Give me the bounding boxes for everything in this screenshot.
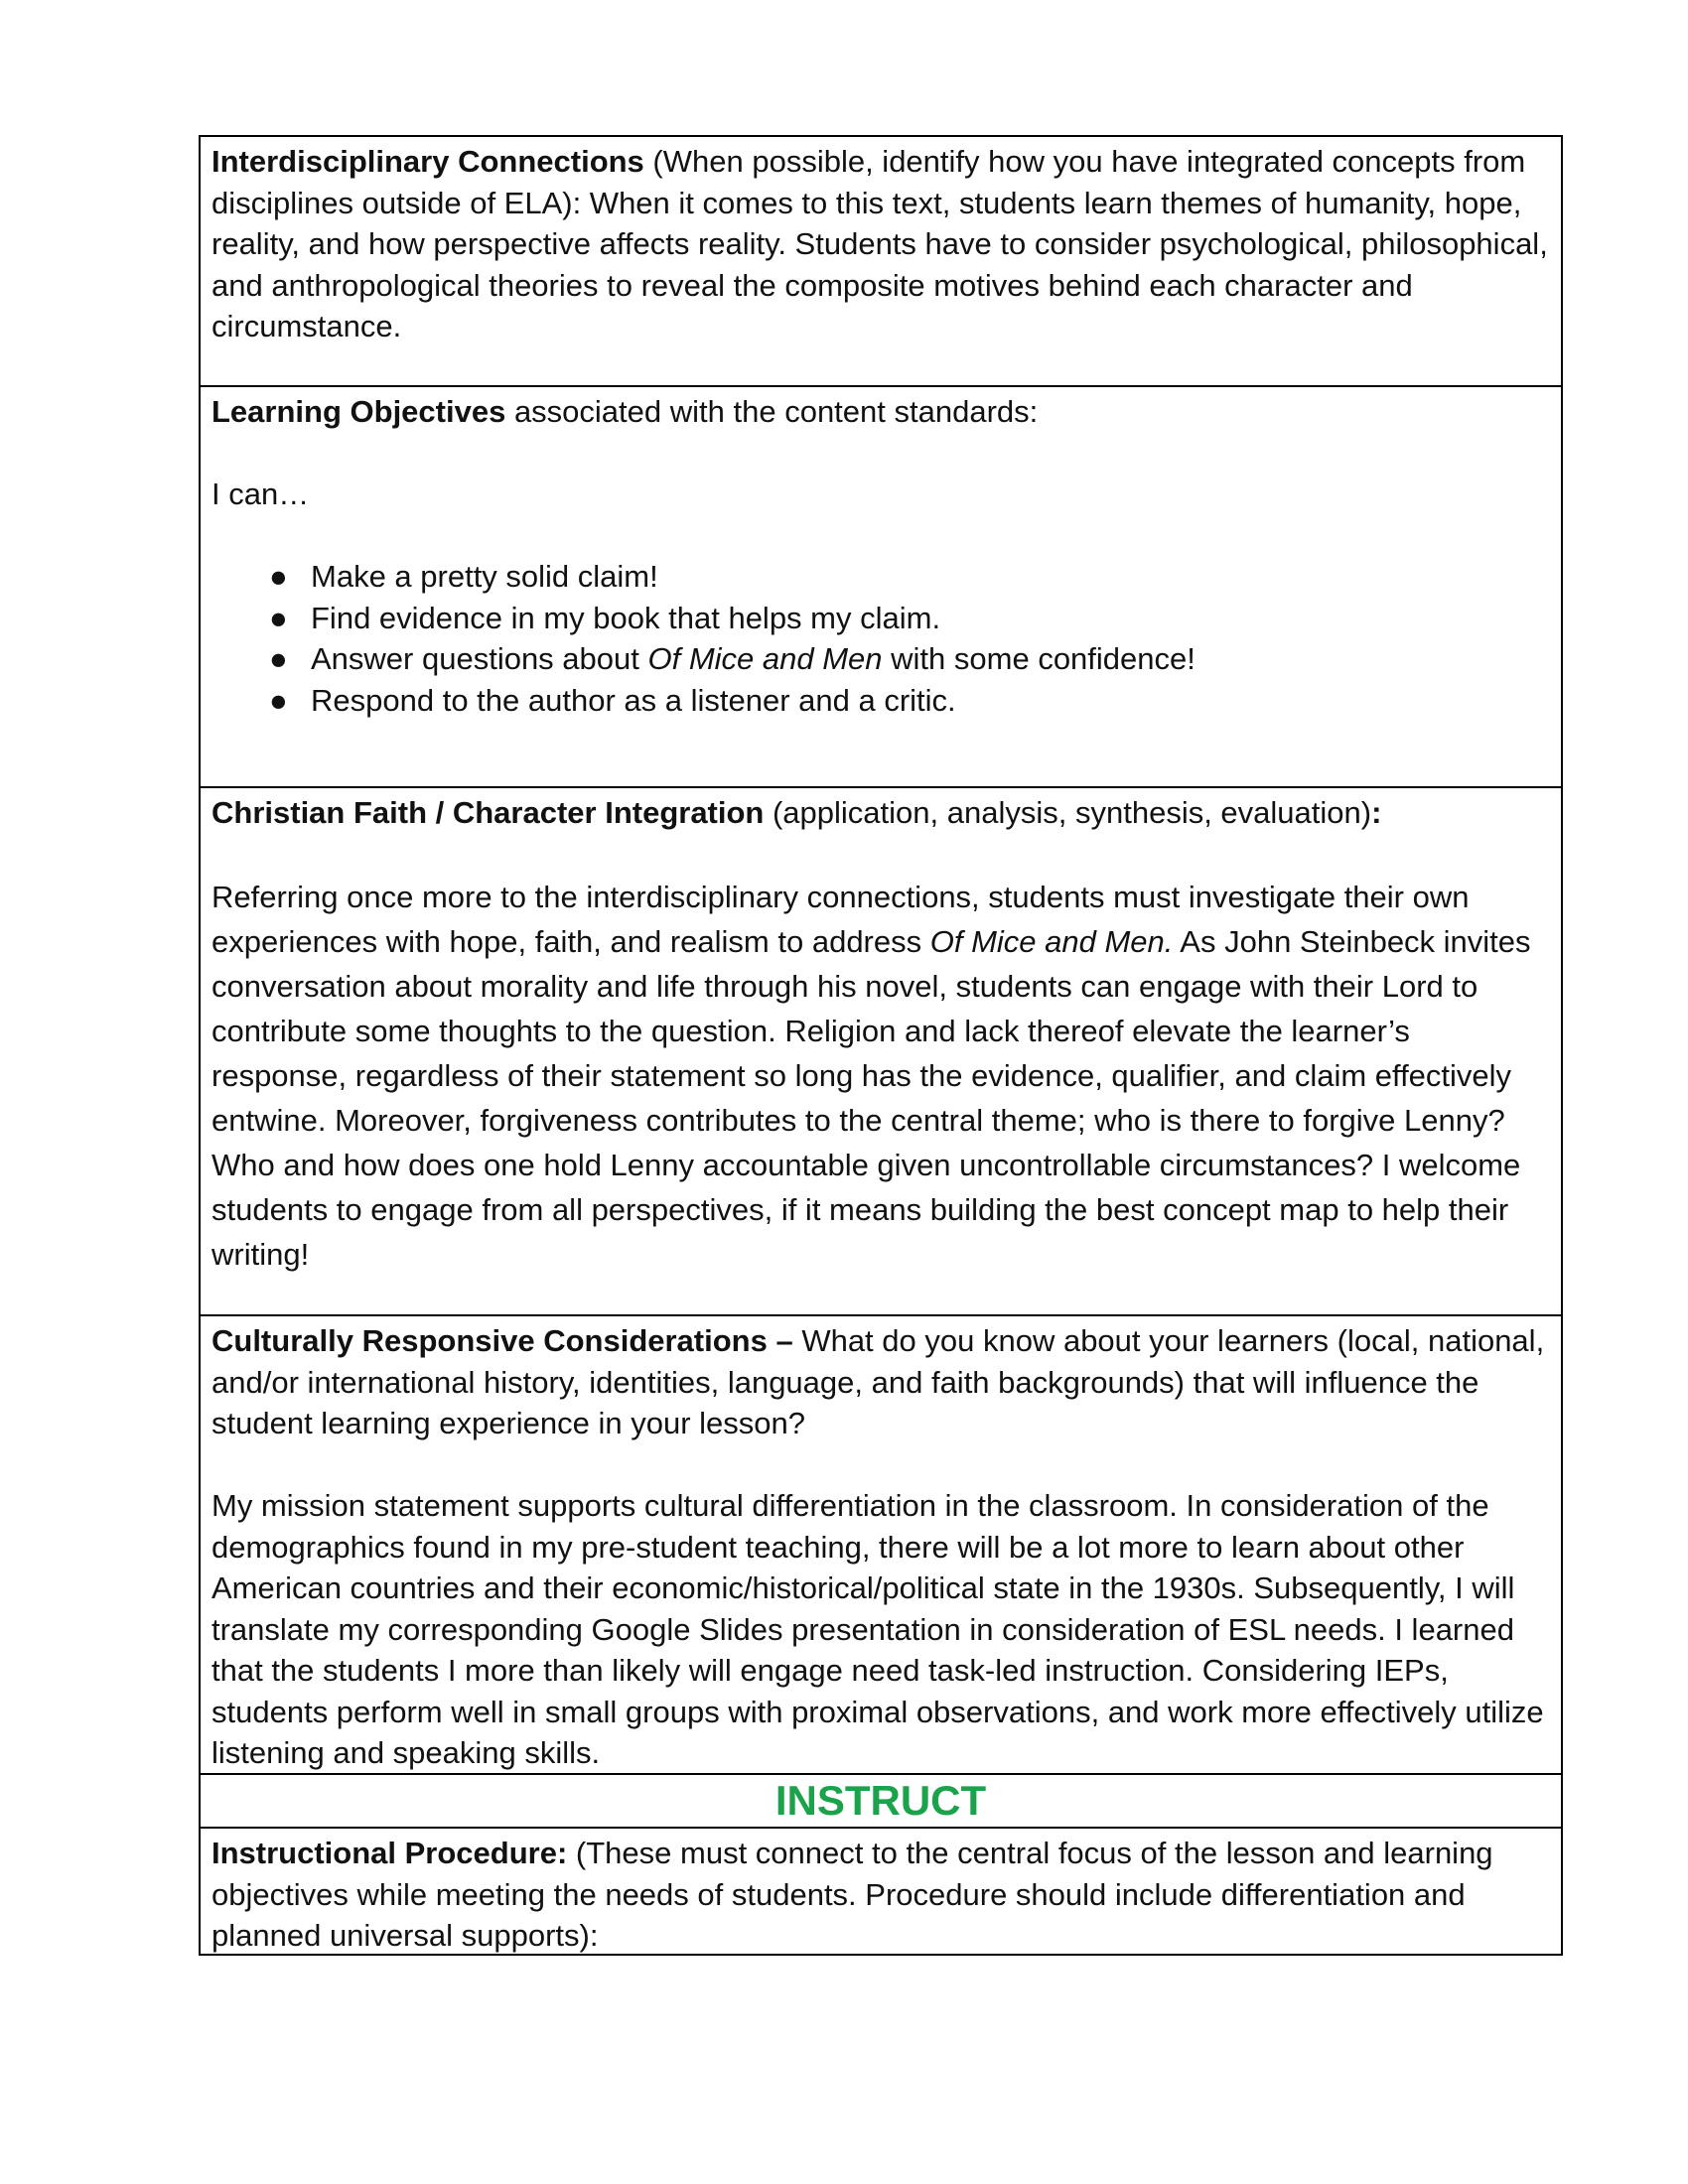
instruct-section-cell [201, 1775, 1561, 1829]
cultural-heading: Culturally Responsive Considerations – [211, 1323, 793, 1358]
book-title: Of Mice and Men [647, 641, 883, 676]
cultural-question: What do you know about your learners (local, national, and/or international history, identities, language, and faith backgrounds) that will influence the student learning experience in your lesson? [211, 1323, 1545, 1440]
faith-body: Referring once more to the interdisciplinary connections, students must investigate their own experiences with hope, faith, and realism to address Of Mice and Men. As John Steinbeck invites conversation about morality and life through his novel, students can engage with their Lord to contribute some thoughts to the question. Religion and lack thereof elevate the learner’s response, regardless of their statement so long has the evidence, qualifier, and claim effectively entwine. Moreover, forgiveness contributes to the central theme; who is there to forgive Lenny? Who and how does one hold Lenny accountable given uncontrollable circumstances? I welcome students to engage from all perspectives, if it means building the best concept map to help their writing! [211, 880, 1531, 1272]
instruct-heading: INSTRUCT [774, 1777, 987, 1824]
procedure-text: (These must connect to the central focus of the lesson and learning objectives while meeting the needs of students. Procedure should include differentiation and planned universal supports): [211, 1836, 1493, 1953]
faith-subtitle: (application, analysis, synthesis, evaluation) [764, 795, 1372, 830]
objectives-paragraph [211, 391, 1550, 433]
instructional-procedure-cell [201, 1829, 1561, 1954]
cultural-question-paragraph [211, 1320, 1550, 1444]
interdisciplinary-text: (When possible, identify how you have integrated concepts from disciplines outside of ELA): When it comes to this text, students learn themes of humanity, hope, reality, and how perspective affects reality. Students have to consider psychological, philosophical, and anthropological theories to reveal the composite motives behind each character and circumstance. [211, 144, 1548, 343]
interdisciplinary-connections-cell [201, 137, 1561, 387]
objectives-intro: I can… [211, 477, 310, 511]
bullet-icon: ● [269, 641, 288, 676]
bullet-icon: ● [269, 600, 288, 635]
interdisciplinary-heading: Interdisciplinary Connections [211, 144, 644, 179]
lesson-plan-table [199, 135, 1563, 1956]
objective-item: ● Respond to the author as a listener and a critic. [269, 680, 1550, 722]
bullet-icon: ● [269, 682, 288, 718]
faith-integration-cell [201, 788, 1561, 1316]
objective-item: ● Make a pretty solid claim! [269, 556, 1550, 598]
book-title: Of Mice and Men. [929, 924, 1174, 959]
interdisciplinary-paragraph [211, 141, 1550, 347]
objectives-list [211, 556, 1550, 721]
faith-heading: Christian Faith / Character Integration [211, 795, 765, 830]
procedure-heading: Instructional Procedure: [211, 1836, 568, 1870]
cultural-body: My mission statement supports cultural differentiation in the classroom. In consideration of the demographics found in my pre-student teaching, there will be a lot more to learn about other American countries and their economic/historical/political state in the 1930s. Subsequently, I will translate my corresponding Google Slides presentation in consideration of ESL needs. I learned that the students I more than likely will engage need task-led instruction. Considering IEPs, students perform well in small groups with proximal observations, and work more effectively utilize listening and speaking skills. [211, 1488, 1544, 1770]
objective-item: ● Answer questions about Of Mice and Men with some confidence! [269, 638, 1550, 680]
objectives-heading: Learning Objectives [211, 394, 506, 429]
objective-item: ● Find evidence in my book that helps my claim. [269, 598, 1550, 639]
culturally-responsive-cell [201, 1316, 1561, 1775]
procedure-paragraph [211, 1833, 1550, 1957]
learning-objectives-cell [201, 387, 1561, 788]
objectives-text: associated with the content standards: [505, 394, 1039, 429]
faith-heading-line: Christian Faith / Character Integration (application, analysis, synthesis, evaluation): [211, 795, 1382, 830]
bullet-icon: ● [269, 559, 288, 594]
